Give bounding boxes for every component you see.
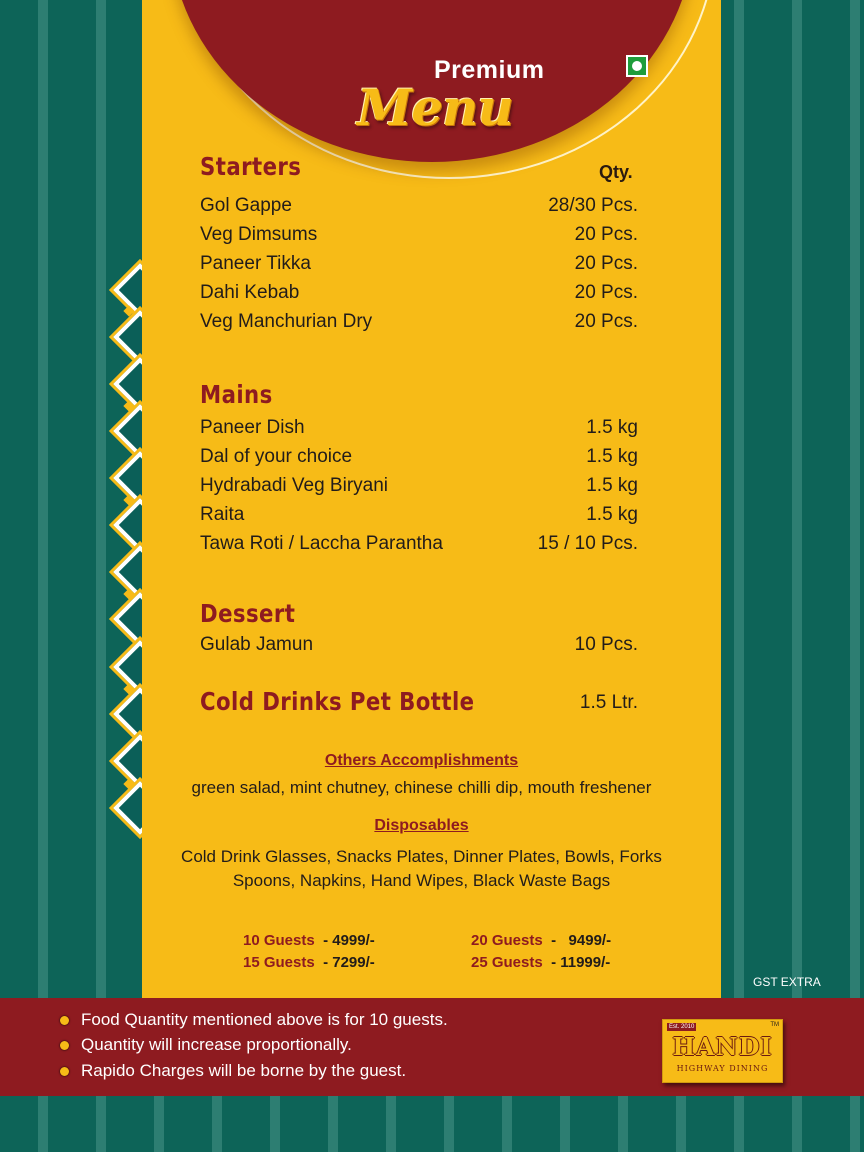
price-row	[243, 954, 375, 971]
item-qty: 20 Pcs.	[574, 282, 638, 303]
item-qty: 1.5 kg	[586, 446, 638, 467]
menu-item	[200, 282, 638, 308]
bullet-icon	[60, 1016, 69, 1025]
bullet-icon	[60, 1041, 69, 1050]
price-value: - 9499/-	[551, 932, 612, 949]
guest-count: 10 Guests	[243, 932, 315, 949]
item-name: Veg Dimsums	[200, 224, 318, 245]
qty-column-heading: Qty.	[599, 162, 633, 182]
footer-note	[60, 1061, 406, 1081]
guest-count: 15 Guests	[243, 954, 315, 971]
footer-note-text: Rapido Charges will be borne by the guest.	[81, 1061, 407, 1080]
footer-note	[60, 1010, 448, 1030]
guest-count: 20 Guests	[471, 932, 543, 949]
item-qty: 28/30 Pcs.	[548, 195, 638, 216]
menu-item	[200, 446, 638, 472]
logo-tm: TM	[770, 1022, 779, 1028]
item-name: Paneer Tikka	[200, 253, 311, 274]
menu-item	[200, 533, 638, 559]
section-title-cold-drinks: Cold Drinks Pet Bottle	[200, 687, 475, 716]
disposables-line-1: Cold Drink Glasses, Snacks Plates, Dinner Plates, Bowls, Forks	[181, 847, 662, 866]
bullet-icon	[60, 1067, 69, 1076]
item-name: Dahi Kebab	[200, 282, 300, 303]
footer-note-text: Quantity will increase proportionally.	[81, 1035, 352, 1054]
logo-est: Est. 2010	[669, 1024, 695, 1030]
price-value: - 11999/-	[551, 954, 611, 971]
item-name: Hydrabadi Veg Biryani	[200, 475, 388, 496]
price-value: - 4999/-	[323, 932, 375, 949]
others-text: green salad, mint chutney, chinese chilli dip, mouth freshener	[191, 778, 652, 797]
others-heading: Others Accomplishments	[324, 752, 519, 769]
menu-item	[200, 253, 638, 279]
cold-drinks-qty: 1.5 Ltr.	[579, 692, 638, 713]
item-name: Dal of your choice	[200, 446, 353, 467]
footer-note	[60, 1035, 352, 1055]
menu-item	[200, 311, 638, 337]
veg-symbol-icon	[626, 55, 648, 77]
item-qty: 20 Pcs.	[574, 311, 638, 332]
gst-note: GST EXTRA	[753, 975, 821, 989]
menu-item	[200, 195, 638, 221]
item-qty: 1.5 kg	[586, 417, 638, 438]
title-premium: Premium	[434, 56, 545, 84]
menu-item	[200, 504, 638, 530]
price-value: - 7299/-	[323, 954, 375, 971]
item-name: Raita	[200, 504, 245, 525]
item-qty: 1.5 kg	[586, 504, 638, 525]
item-name: Gol Gappe	[200, 195, 292, 216]
item-qty: 10 Pcs.	[574, 634, 638, 655]
menu-item	[200, 634, 638, 660]
menu-item	[200, 475, 638, 501]
logo-brand: HANDI	[672, 1032, 773, 1061]
item-qty: 20 Pcs.	[574, 253, 638, 274]
price-row	[243, 932, 375, 949]
menu-panel	[142, 0, 721, 998]
menu-item	[200, 224, 638, 250]
item-qty: 1.5 kg	[586, 475, 638, 496]
item-qty: 15 / 10 Pcs.	[537, 533, 638, 554]
disposables-line-2: Spoons, Napkins, Hand Wipes, Black Waste Bags	[232, 871, 611, 890]
item-qty: 20 Pcs.	[574, 224, 638, 245]
section-title-mains: Mains	[200, 380, 273, 409]
item-name: Veg Manchurian Dry	[200, 311, 373, 332]
title-menu: Menu	[357, 78, 513, 137]
item-name: Paneer Dish	[200, 417, 305, 438]
guest-count: 25 Guests	[471, 954, 543, 971]
logo-tagline: HIGHWAY DINING	[676, 1064, 769, 1073]
section-title-dessert: Dessert	[200, 599, 296, 628]
disposables-heading: Disposables	[374, 817, 469, 834]
price-row	[471, 932, 611, 949]
item-name: Gulab Jamun	[200, 634, 314, 655]
price-row	[471, 954, 610, 971]
item-name: Tawa Roti / Laccha Parantha	[200, 533, 443, 554]
section-title-starters: Starters	[200, 152, 302, 181]
footer-note-text: Food Quantity mentioned above is for 10 guests.	[81, 1010, 448, 1029]
menu-item	[200, 417, 638, 443]
handi-logo	[662, 1019, 783, 1083]
